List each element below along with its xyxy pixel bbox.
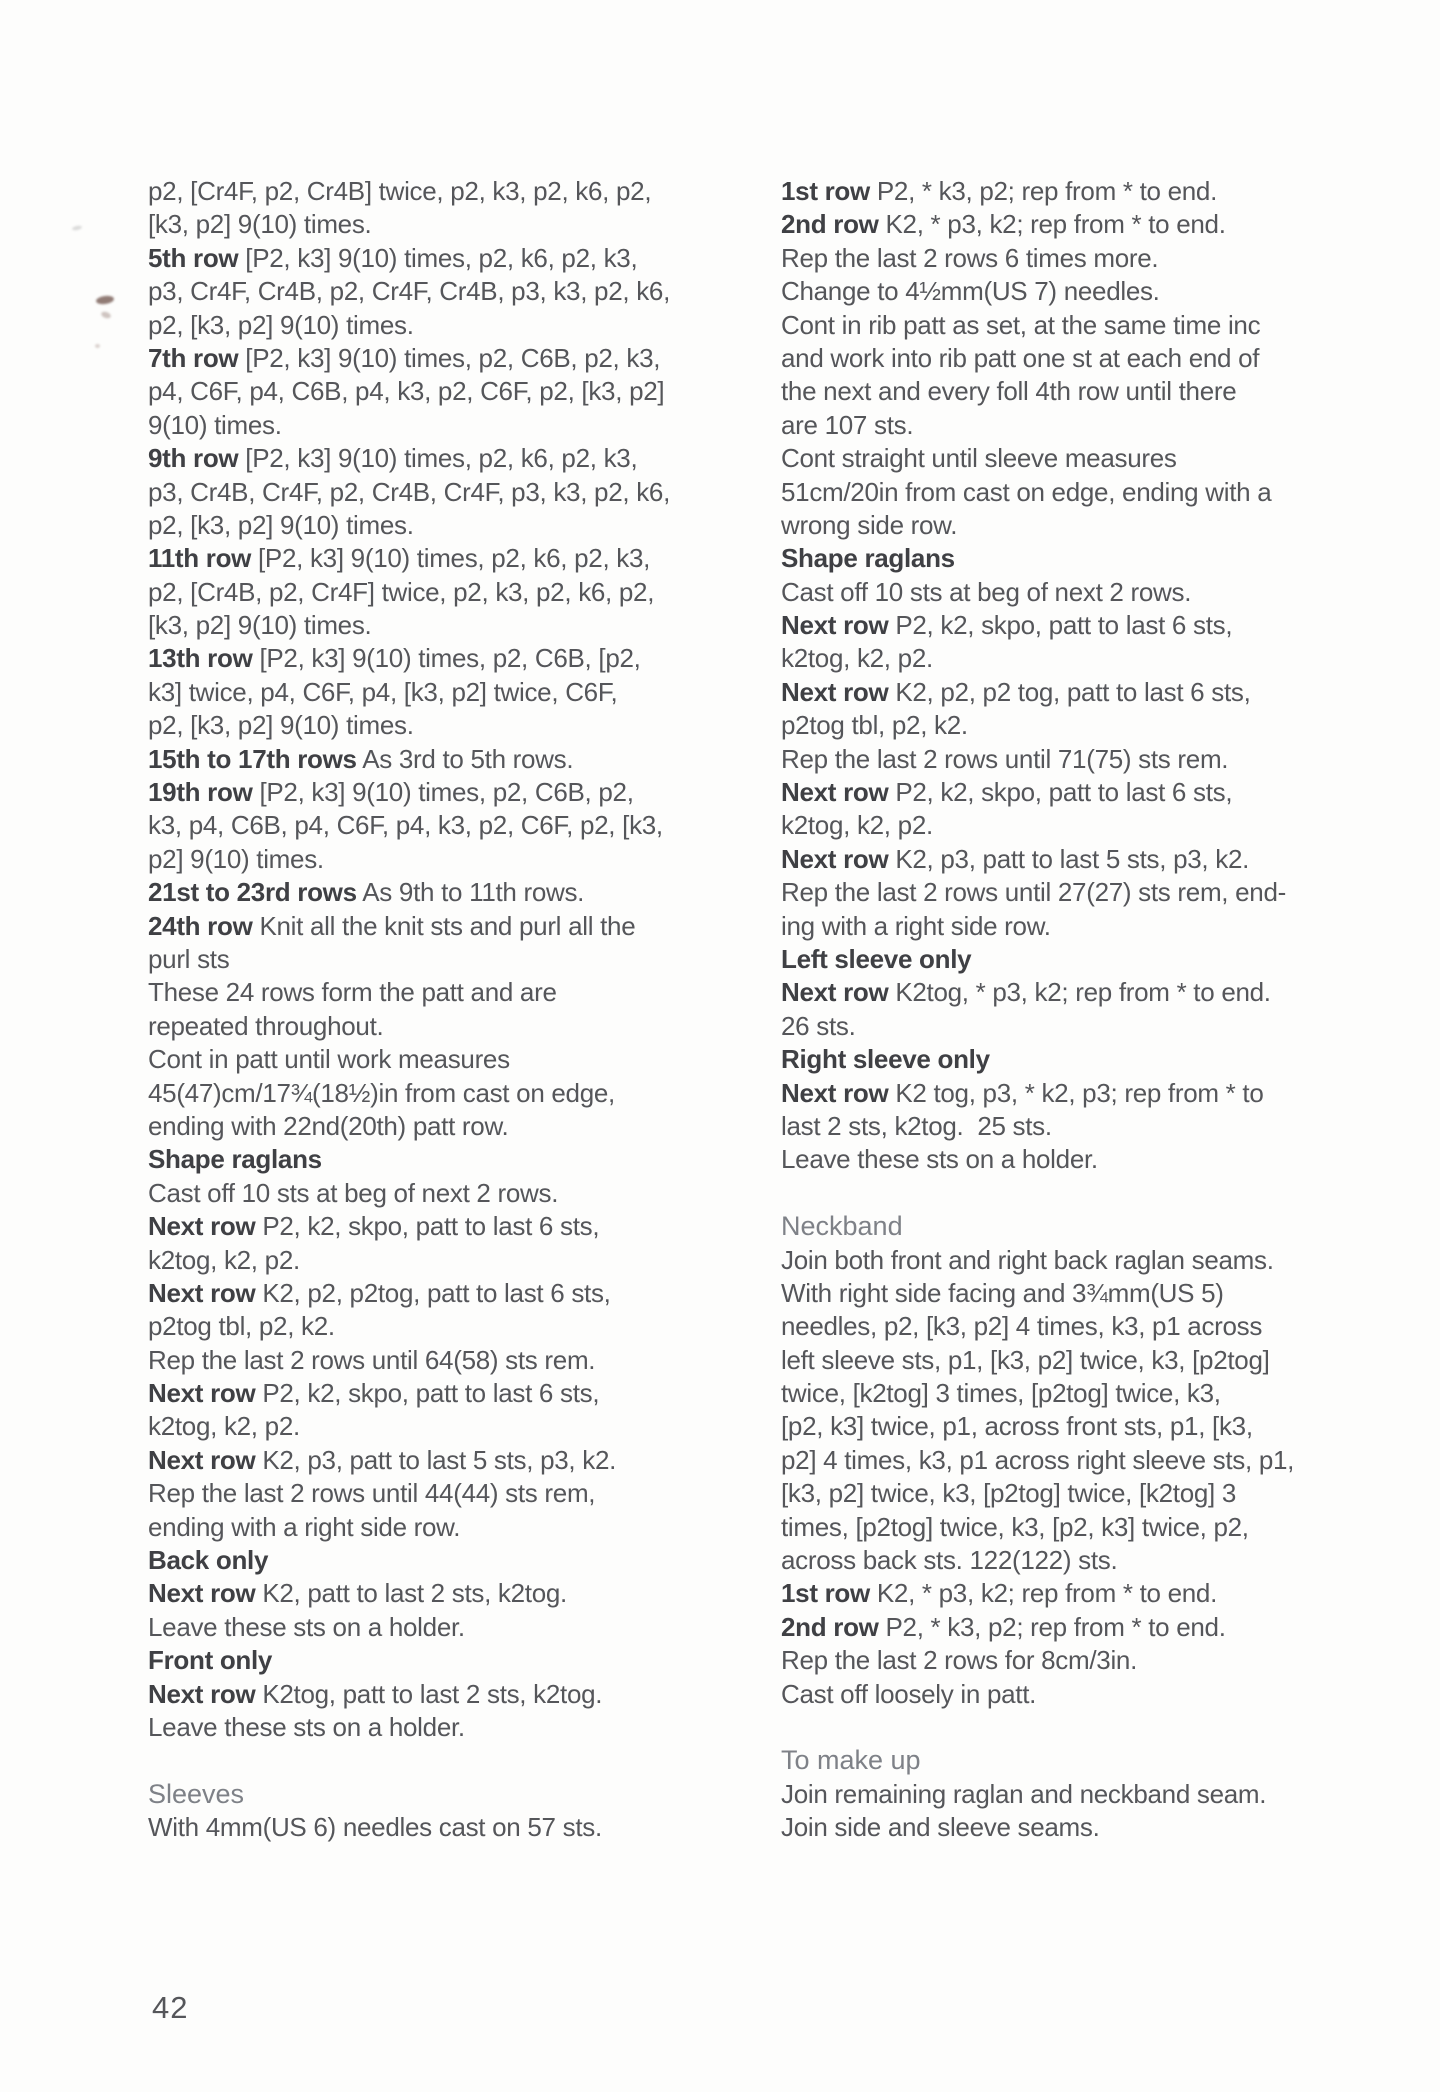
text-line [781, 1110, 1251, 1143]
line-text: across back sts. 122(122) sts. [781, 1545, 1118, 1576]
text-line [781, 843, 1251, 876]
text-line [781, 609, 1251, 642]
row-label: Next row [781, 777, 889, 808]
text-line [148, 776, 748, 809]
row-label: 15th to 17th rows [148, 743, 357, 774]
text-line [781, 709, 1251, 742]
text-line [781, 676, 1251, 709]
row-label: 9th row [148, 443, 239, 474]
line-text: repeated throughout. [148, 1010, 384, 1041]
line-text: times, [p2tog] twice, k3, [p2, k3] twice, p2, [781, 1511, 1249, 1542]
line-text: [P2, k3] 9(10) times, p2, k6, p2, k3, [238, 242, 638, 273]
scan-smudge [72, 225, 83, 231]
text-line [781, 1577, 1251, 1610]
text-line [781, 976, 1271, 1009]
row-label: 24th row [148, 910, 253, 941]
line-text: [k3, p2] 9(10) times. [148, 610, 372, 641]
text-line [781, 175, 1251, 208]
line-text: K2, p3, patt to last 5 sts, p3, k2. [255, 1444, 617, 1475]
row-label: Next row [148, 1378, 256, 1409]
text-line [148, 208, 748, 241]
line-text: 51cm/20in from cast on edge, ending with a [781, 476, 1272, 507]
text-line [781, 309, 1261, 342]
line-text: K2, patt to last 2 sts, k2tog. [255, 1578, 567, 1609]
text-line [148, 1410, 748, 1443]
line-text: With 4mm(US 6) needles cast on 57 sts. [148, 1812, 602, 1843]
line-text: P2, k2, skpo, patt to last 6 sts, [255, 1211, 600, 1242]
line-text: Right sleeve only [781, 1044, 990, 1075]
line-text: Cont straight until sleeve measures [781, 443, 1177, 474]
text-line [148, 1210, 748, 1243]
line-text: [P2, k3] 9(10) times, p2, C6B, p2, k3, [238, 342, 661, 373]
line-text: K2, p2, p2tog, patt to last 6 sts, [255, 1277, 611, 1308]
text-line [148, 1244, 748, 1277]
text-line [148, 1711, 748, 1744]
line-text: ending with 22nd(20th) patt row. [148, 1110, 509, 1141]
text-line [148, 309, 748, 342]
line-text: Rep the last 2 rows until 71(75) sts rem. [781, 743, 1229, 774]
text-line [148, 943, 748, 976]
line-text: As 3rd to 5th rows. [356, 743, 574, 774]
text-line [781, 275, 1251, 308]
text-line [781, 442, 1251, 475]
text-line [148, 442, 748, 475]
line-text: As 9th to 11th rows. [356, 877, 585, 908]
row-label: 11th row [148, 543, 252, 574]
text-line [148, 1110, 748, 1143]
row-label: Next row [781, 676, 889, 707]
text-line [148, 1811, 748, 1844]
line-text: Cast off loosely in patt. [781, 1678, 1037, 1709]
section-heading [781, 1210, 1251, 1243]
line-text: [P2, k3] 9(10) times, p2, C6B, [p2, [252, 643, 641, 674]
row-label: 13th row [148, 643, 253, 674]
text-line [781, 1678, 1251, 1711]
subheading [781, 542, 1251, 575]
text-line [781, 910, 1251, 943]
line-text: Front only [148, 1645, 273, 1676]
line-text: K2tog, patt to last 2 sts, k2tog. [255, 1678, 603, 1709]
blank-line [781, 1711, 1251, 1744]
line-text: K2, * p3, k2; rep from * to end. [869, 1578, 1218, 1609]
line-text: K2, p2, p2 tog, patt to last 6 sts, [888, 676, 1251, 707]
text-line [148, 1577, 748, 1610]
text-line [148, 1010, 748, 1043]
section-heading [781, 1744, 1251, 1777]
text-line [781, 642, 1251, 675]
text-line [148, 1611, 748, 1644]
row-label: 5th row [148, 242, 239, 273]
line-text: [p2, k3] twice, p1, across front sts, p1, [k3, [781, 1411, 1253, 1442]
text-line [781, 1511, 1251, 1544]
text-line [781, 1778, 1267, 1811]
row-label: 21st to 23rd rows [148, 877, 357, 908]
text-line [148, 509, 748, 542]
line-text: Join both front and right back raglan seams. [781, 1244, 1274, 1275]
row-label: Next row [148, 1277, 256, 1308]
text-line [148, 743, 748, 776]
text-line [148, 409, 748, 442]
text-line [781, 576, 1251, 609]
subheading [781, 943, 1251, 976]
row-label: Next row [148, 1678, 256, 1709]
line-text: [k3, p2] 9(10) times. [148, 209, 372, 240]
line-text: 45(47)cm/17¾(18½)in from cast on edge, [148, 1077, 615, 1108]
text-line [781, 242, 1251, 275]
line-text: p2] 4 times, k3, p1 across right sleeve sts, p1, [781, 1444, 1295, 1475]
line-text: Leave these sts on a holder. [148, 1611, 465, 1642]
row-label: Next row [781, 610, 889, 641]
text-line [148, 1310, 748, 1343]
line-text: Join side and sleeve seams. [781, 1812, 1100, 1843]
row-label: 2nd row [781, 209, 879, 240]
line-text: P2, k2, skpo, patt to last 6 sts, [888, 777, 1233, 808]
line-text: p2tog tbl, p2, k2. [148, 1311, 335, 1342]
line-text: Neckband [781, 1211, 903, 1242]
text-line [148, 1511, 748, 1544]
blank-line [781, 1177, 1251, 1210]
line-text: Back only [148, 1545, 269, 1576]
subheading [148, 1544, 748, 1577]
text-line [148, 342, 748, 375]
text-line [148, 242, 748, 275]
line-text: p2tog tbl, p2, k2. [781, 710, 968, 741]
section-heading [148, 1778, 748, 1811]
line-text: Cast off 10 sts at beg of next 2 rows. [148, 1177, 559, 1208]
text-line [148, 809, 748, 842]
line-text: Rep the last 2 rows 6 times more. [781, 242, 1159, 273]
text-line [781, 476, 1272, 509]
line-text: Rep the last 2 rows until 44(44) sts rem, [148, 1478, 596, 1509]
line-text: the next and every foll 4th row until there [781, 376, 1237, 407]
line-text: p3, Cr4B, Cr4F, p2, Cr4B, Cr4F, p3, k3, p2, k6, [148, 476, 671, 507]
line-text: Shape raglans [148, 1144, 322, 1175]
text-line [148, 542, 748, 575]
text-line [781, 1811, 1251, 1844]
text-line [148, 1077, 748, 1110]
row-label: Next row [781, 843, 889, 874]
text-line [781, 1310, 1263, 1343]
text-line [148, 275, 748, 308]
text-line [781, 1344, 1270, 1377]
text-line [781, 1377, 1251, 1410]
line-text: [k3, p2] twice, k3, [p2tog] twice, [k2tog] 3 [781, 1478, 1237, 1509]
text-line [148, 709, 748, 742]
line-text: Left sleeve only [781, 943, 972, 974]
line-text: To make up [781, 1745, 921, 1776]
text-line [148, 676, 748, 709]
text-line [148, 576, 748, 609]
left-column [148, 175, 748, 1845]
row-label: Next row [148, 1578, 256, 1609]
text-line [148, 1177, 748, 1210]
row-label: Next row [781, 977, 889, 1008]
text-line [781, 409, 1251, 442]
text-line [148, 876, 748, 909]
scan-smudge [100, 310, 111, 319]
text-line [148, 375, 748, 408]
line-text: twice, [k2tog] 3 times, [p2tog] twice, k3, [781, 1378, 1221, 1409]
line-text: Rep the last 2 rows for 8cm/3in. [781, 1645, 1137, 1676]
text-line [781, 1477, 1251, 1510]
blank-line [148, 1744, 748, 1777]
text-line [781, 1010, 1251, 1043]
text-line [781, 1644, 1251, 1677]
line-text: P2, k2, skpo, patt to last 6 sts, [888, 610, 1233, 641]
text-line [148, 1043, 748, 1076]
line-text: ending with a right side row. [148, 1511, 461, 1542]
subheading [148, 1143, 748, 1176]
row-label: Next row [148, 1211, 256, 1242]
line-text: [P2, k3] 9(10) times, p2, k6, p2, k3, [238, 443, 638, 474]
scan-smudge [96, 295, 115, 305]
text-line [781, 1410, 1251, 1443]
text-line [781, 776, 1251, 809]
text-line [148, 476, 748, 509]
row-label: 1st row [781, 1578, 870, 1609]
line-text: k2tog, k2, p2. [148, 1244, 300, 1275]
line-text: Cast off 10 sts at beg of next 2 rows. [781, 576, 1192, 607]
text-line [148, 1277, 748, 1310]
text-line [781, 1277, 1251, 1310]
text-line [781, 1544, 1251, 1577]
line-text: Sleeves [148, 1778, 245, 1809]
page-number: 42 [152, 1990, 189, 2025]
text-line [148, 1444, 748, 1477]
line-text: Change to 4½mm(US 7) needles. [781, 276, 1160, 307]
line-text: Rep the last 2 rows until 64(58) sts rem. [148, 1344, 596, 1375]
line-text: Leave these sts on a holder. [148, 1711, 465, 1742]
line-text: Join remaining raglan and neckband seam. [781, 1778, 1267, 1809]
line-text: last 2 sts, k2tog. 25 sts. [781, 1110, 1052, 1141]
line-text: p2, [k3, p2] 9(10) times. [148, 509, 414, 540]
line-text: ing with a right side row. [781, 910, 1051, 941]
line-text: [P2, k3] 9(10) times, p2, C6B, p2, [252, 777, 634, 808]
text-line [781, 809, 1251, 842]
text-line [781, 876, 1286, 909]
text-line [781, 1444, 1295, 1477]
line-text: k3, p4, C6B, p4, C6F, p4, k3, p2, C6F, p2, [k3, [148, 810, 663, 841]
row-label: 1st row [781, 176, 870, 206]
line-text: k2tog, k2, p2. [781, 810, 933, 841]
line-text: are 107 sts. [781, 409, 914, 440]
line-text: These 24 rows form the patt and are [148, 977, 557, 1008]
text-line [781, 375, 1251, 408]
line-text: purl sts [148, 943, 230, 974]
text-line [148, 910, 748, 943]
line-text: Rep the last 2 rows until 27(27) sts rem, end- [781, 877, 1286, 908]
line-text: and work into rib patt one st at each end of [781, 342, 1260, 373]
line-text: P2, k2, skpo, patt to last 6 sts, [255, 1378, 600, 1409]
text-line [148, 1377, 748, 1410]
text-line [781, 1077, 1264, 1110]
line-text: k2tog, k2, p2. [781, 643, 933, 674]
line-text: needles, p2, [k3, p2] 4 times, k3, p1 across [781, 1311, 1263, 1342]
line-text: 9(10) times. [148, 409, 282, 440]
row-label: 19th row [148, 777, 253, 808]
text-line [148, 175, 748, 208]
right-column [781, 175, 1295, 1845]
text-line [148, 642, 748, 675]
text-line [781, 1244, 1274, 1277]
text-line [781, 208, 1251, 241]
text-line [148, 1344, 748, 1377]
line-text: p2] 9(10) times. [148, 843, 324, 874]
row-label: 2nd row [781, 1611, 879, 1642]
line-text: P2, * k3, p2; rep from * to end. [878, 1611, 1226, 1642]
text-line [148, 976, 748, 1009]
line-text: k3] twice, p4, C6F, p4, [k3, p2] twice, C6F, [148, 676, 618, 707]
line-text: p3, Cr4F, Cr4B, p2, Cr4F, Cr4B, p3, k3, p2, k6, [148, 276, 671, 307]
text-line [781, 1611, 1251, 1644]
line-text: p4, C6F, p4, C6B, p4, k3, p2, C6F, p2, [k3, p2] [148, 376, 665, 407]
line-text: p2, [k3, p2] 9(10) times. [148, 710, 414, 741]
line-text: left sleeve sts, p1, [k3, p2] twice, k3, [p2tog] [781, 1344, 1270, 1375]
line-text: P2, * k3, p2; rep from * to end. [869, 176, 1218, 206]
row-label: Next row [148, 1444, 256, 1475]
row-label: 7th row [148, 342, 239, 373]
line-text: [P2, k3] 9(10) times, p2, k6, p2, k3, [251, 543, 651, 574]
text-line [148, 843, 748, 876]
line-text: p2, [Cr4B, p2, Cr4F] twice, p2, k3, p2, k6, p2, [148, 576, 655, 607]
line-text: Knit all the knit sts and purl all the [252, 910, 636, 941]
line-text: With right side facing and 3¾mm(US 5) [781, 1277, 1224, 1308]
line-text: Cont in patt until work measures [148, 1044, 510, 1075]
line-text: K2, p3, patt to last 5 sts, p3, k2. [888, 843, 1250, 874]
row-label: Next row [781, 1077, 889, 1108]
subheading [781, 1043, 1251, 1076]
line-text: Cont in rib patt as set, at the same time inc [781, 309, 1261, 340]
text-line [781, 509, 1251, 542]
line-text: K2 tog, p3, * k2, p3; rep from * to [888, 1077, 1264, 1108]
line-text: p2, [Cr4F, p2, Cr4B] twice, p2, k3, p2, k6, p2, [148, 176, 652, 206]
text-line [148, 1477, 748, 1510]
line-text: K2, * p3, k2; rep from * to end. [878, 209, 1226, 240]
line-text: p2, [k3, p2] 9(10) times. [148, 309, 414, 340]
line-text: Leave these sts on a holder. [781, 1144, 1098, 1175]
scan-smudge [95, 344, 100, 348]
text-line [781, 1143, 1251, 1176]
line-text: K2tog, * p3, k2; rep from * to end. [888, 977, 1271, 1008]
text-line [148, 1678, 748, 1711]
line-text: 26 sts. [781, 1010, 856, 1041]
text-line [781, 743, 1251, 776]
text-line [781, 342, 1260, 375]
line-text: wrong side row. [781, 509, 958, 540]
line-text: k2tog, k2, p2. [148, 1411, 300, 1442]
line-text: Shape raglans [781, 543, 955, 574]
text-line [148, 609, 748, 642]
subheading [148, 1644, 748, 1677]
